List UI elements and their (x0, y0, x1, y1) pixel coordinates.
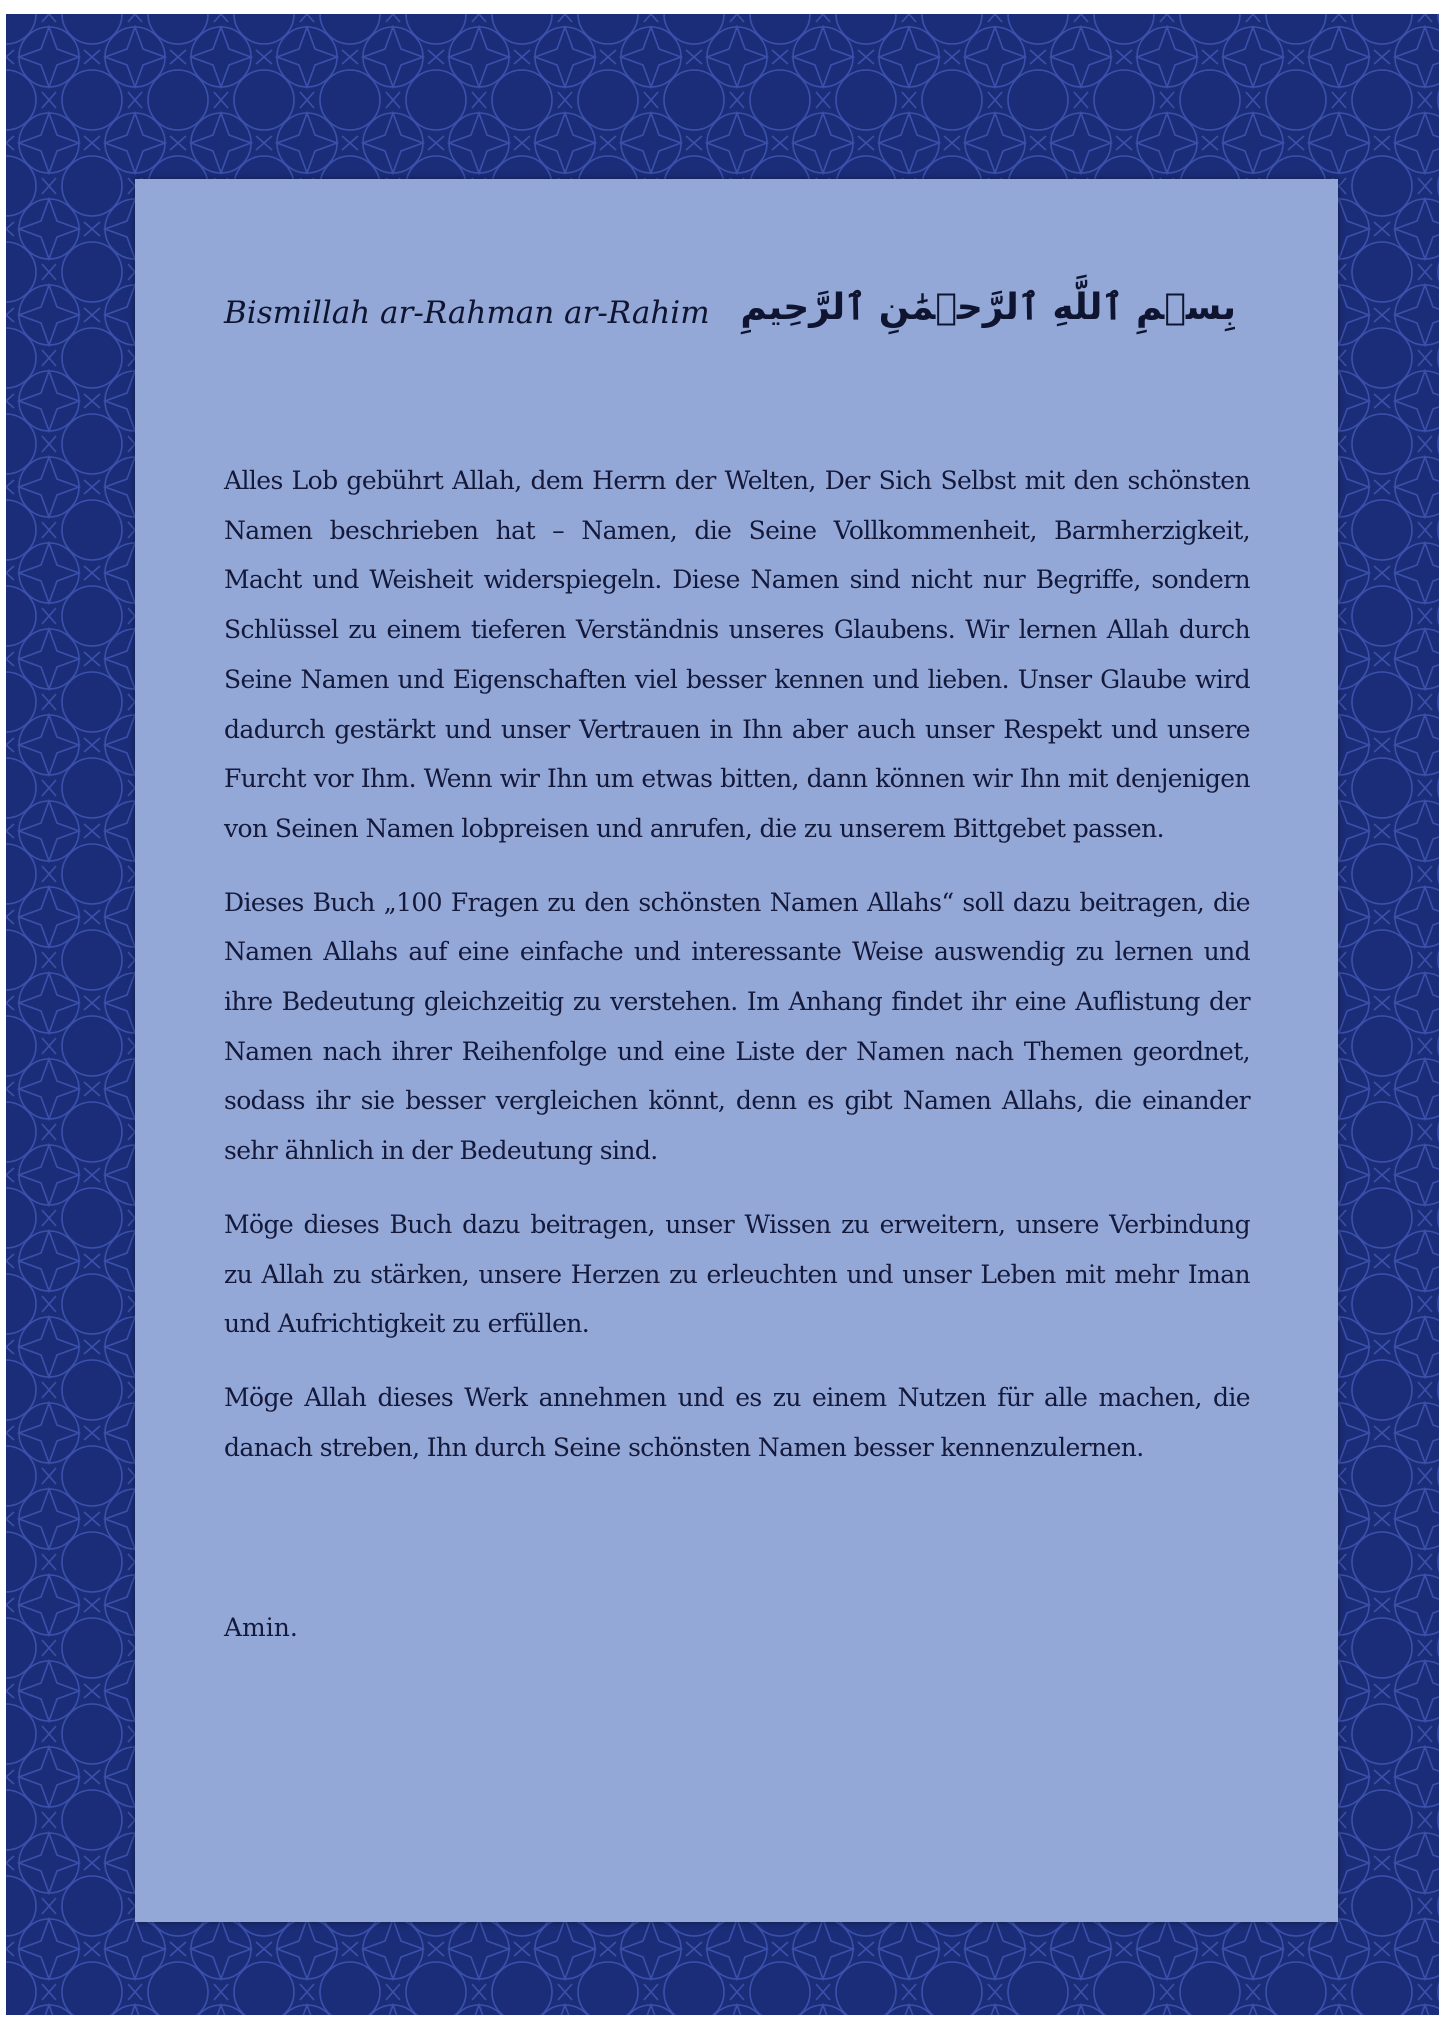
paragraph: Möge dieses Buch dazu beitragen, unser Wissen zu erweitern, unsere Verbindung zu Allah zu stärken, unsere Herzen zu erleuchten und unser Leben mit mehr Iman und Aufrichtigkeit zu erfüllen. (224, 1209, 1250, 1339)
preface-body (224, 456, 1250, 1496)
basmala-transliteration: Bismillah ar-Rahman ar-Rahim (224, 295, 710, 331)
paragraph: Alles Lob gebührt Allah, dem Herrn der Welten, Der Sich Selbst mit den schönsten Namen beschrieben hat – Namen, die Seine Vollkommenheit, Barmherzigkeit, Macht und Weisheit widerspiegeln. Diese Namen sind nicht nur Begriffe, sondern Schlüssel zu einem tieferen Verständnis unseres Glaubens. Wir lernen Allah durch Seine Namen und Eigenschaften viel besser kennen und lieben. Unser Glaube wird dadurch gestärkt und unser Vertrauen in Ihn aber auch unser Respekt und unsere Furcht vor Ihm. Wenn wir Ihn um etwas bitten, dann können wir Ihn mit denjenigen von Seinen Namen lobpreisen und anrufen, die zu unserem Bittgebet passen. (224, 466, 1250, 843)
basmala-header (224, 283, 1250, 343)
content-panel (135, 179, 1338, 1922)
basmala-arabic: بِسۡمِ ٱللَّهِ ٱلرَّحۡمَٰنِ ٱلرَّحِيمِ (740, 287, 1236, 328)
closing-word: Amin. (224, 1613, 298, 1642)
paragraph: Dieses Buch „100 Fragen zu den schönsten Namen Allahs“ soll dazu beitragen, die Namen Allahs auf eine einfache und interessante Weise auswendig zu lernen und ihre Bedeutung gleichzeitig zu verstehen. Im Anhang findet ihr eine Auflistung der Namen nach ihrer Reihenfolge und eine Liste der Namen nach Themen geordnet, sodass ihr sie besser vergleichen könnt, denn es gibt Namen Allahs, die einander sehr ähnlich in der Bedeutung sind. (224, 887, 1250, 1166)
paragraph: Möge Allah dieses Werk annehmen und es zu einem Nutzen für alle machen, die danach streben, Ihn durch Seine schönsten Namen besser kennenzulernen. (224, 1382, 1250, 1462)
